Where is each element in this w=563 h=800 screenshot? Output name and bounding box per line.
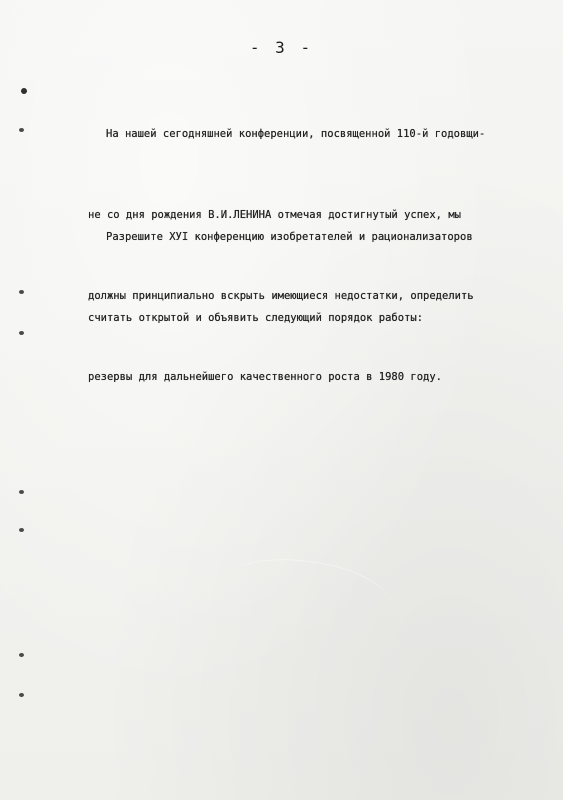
text-line: считать открытой и объявить следующий порядок работы:: [88, 312, 424, 324]
text-line: На нашей сегодняшней конференции, посвященной 110-й годовщи-: [106, 128, 486, 140]
text-line: Разрешите ХУI конференцию изобретателей и рационализаторов: [106, 231, 473, 243]
punch-hole: [19, 490, 24, 494]
text-line: не со дня рождения В.И.ЛЕНИНА отмечая достигнутый успех, мы: [88, 209, 461, 221]
paragraph-conference-opening: [88, 170, 548, 386]
punch-hole: [19, 653, 24, 657]
punch-hole: [19, 331, 24, 335]
punch-hole: [19, 128, 24, 132]
punch-hole: [19, 528, 24, 532]
binding-mark: [21, 88, 27, 94]
punch-hole: [19, 290, 24, 294]
page-number: - 3 -: [249, 38, 314, 57]
text-line: должны принципиально вскрыть имеющиеся недостатки, определить: [88, 290, 474, 302]
paper-crease: [214, 543, 395, 648]
punch-hole: [19, 693, 24, 697]
text-line: резервы для дальнейшего качественного роста в 1980 году.: [88, 371, 443, 383]
